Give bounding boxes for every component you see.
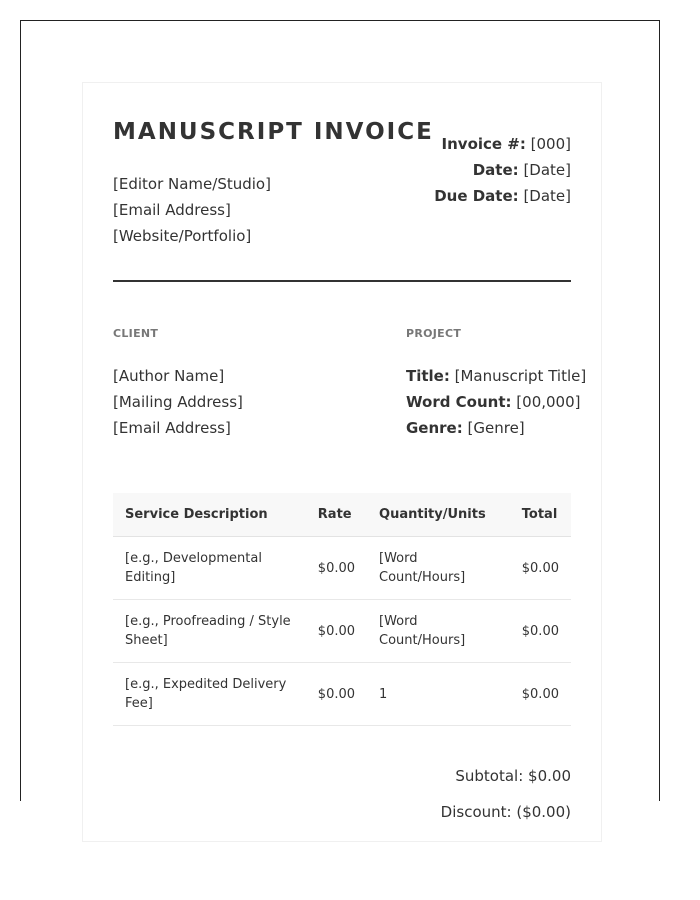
row-quantity: 1	[367, 663, 510, 726]
project-word-count-label: Word Count:	[406, 393, 512, 411]
client-heading: CLIENT	[113, 327, 159, 340]
project-title-label: Title:	[406, 367, 450, 385]
editor-email: [Email Address]	[113, 201, 231, 219]
row-description: [e.g., Proofreading / Style Sheet]	[113, 600, 306, 663]
row-total: $0.00	[510, 600, 571, 663]
client-info	[113, 363, 243, 441]
invoice-page	[82, 82, 602, 842]
row-quantity: [Word Count/Hours]	[367, 600, 510, 663]
table-header-row	[113, 493, 571, 537]
table-row	[113, 663, 571, 726]
project-title-row	[406, 363, 586, 389]
row-total: $0.00	[510, 663, 571, 726]
client-email: [Email Address]	[113, 419, 231, 437]
due-date-row	[434, 183, 571, 209]
subtotal: Subtotal: $0.00	[455, 767, 571, 785]
due-date-label: Due Date:	[434, 187, 519, 205]
row-description: [e.g., Developmental Editing]	[113, 537, 306, 600]
invoice-number-value: [000]	[530, 135, 571, 153]
project-genre-row	[406, 415, 586, 441]
services-table	[113, 493, 571, 726]
column-header-rate: Rate	[306, 493, 367, 537]
client-address: [Mailing Address]	[113, 393, 243, 411]
column-header-quantity: Quantity/Units	[367, 493, 510, 537]
due-date-value: [Date]	[523, 187, 571, 205]
table-row	[113, 537, 571, 600]
row-rate: $0.00	[306, 537, 367, 600]
invoice-date-label: Date:	[472, 161, 519, 179]
row-rate: $0.00	[306, 663, 367, 726]
document-frame	[20, 20, 660, 821]
project-genre-value: [Genre]	[467, 419, 525, 437]
column-header-description: Service Description	[113, 493, 306, 537]
client-name: [Author Name]	[113, 367, 225, 385]
column-header-total: Total	[510, 493, 571, 537]
discount: Discount: ($0.00)	[440, 803, 571, 821]
editor-info	[113, 171, 271, 249]
row-total: $0.00	[510, 537, 571, 600]
project-genre-label: Genre:	[406, 419, 463, 437]
invoice-meta	[434, 131, 571, 209]
row-quantity: [Word Count/Hours]	[367, 537, 510, 600]
project-title-value: [Manuscript Title]	[454, 367, 587, 385]
totals-section	[441, 758, 571, 830]
project-heading: PROJECT	[406, 327, 462, 340]
invoice-number-row	[434, 131, 571, 157]
table-row	[113, 600, 571, 663]
invoice-date-row	[434, 157, 571, 183]
editor-website: [Website/Portfolio]	[113, 227, 252, 245]
row-rate: $0.00	[306, 600, 367, 663]
invoice-number-label: Invoice #:	[441, 135, 526, 153]
editor-name: [Editor Name/Studio]	[113, 175, 271, 193]
project-word-count-row	[406, 389, 586, 415]
invoice-title: MANUSCRIPT INVOICE	[113, 119, 434, 145]
project-word-count-value: [00,000]	[516, 393, 581, 411]
invoice-date-value: [Date]	[523, 161, 571, 179]
project-info	[406, 363, 586, 441]
row-description: [e.g., Expedited Delivery Fee]	[113, 663, 306, 726]
header-divider	[113, 280, 571, 282]
